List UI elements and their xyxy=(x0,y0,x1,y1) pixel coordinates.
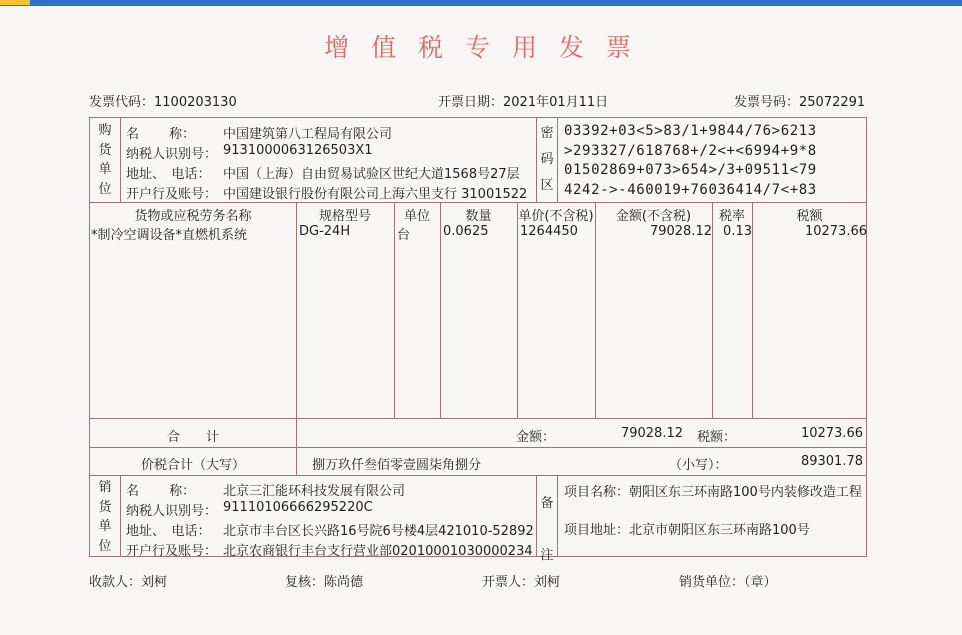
buyer-char: 货 xyxy=(98,142,112,158)
invoice-number-value: 25072291 xyxy=(799,95,866,110)
cipher-line: 4242->-460019+76036414/7<+83 xyxy=(564,181,817,198)
col-header-amount: 金额(不含税) xyxy=(615,209,692,224)
seller-tax-id: 91110106666295220C xyxy=(223,500,373,515)
buyer-bank-label: 开户行及账号： xyxy=(126,187,218,202)
divider xyxy=(557,475,558,557)
item-rate: 0.13 xyxy=(723,224,752,239)
item-name: *制冷空调设备*直燃机系统 xyxy=(91,228,248,243)
invoice-number xyxy=(734,91,865,110)
footer-reviewer: 复核：陈尚德 xyxy=(285,575,364,590)
seller-section-label xyxy=(95,478,115,556)
grand-total-words: 捌万玖仟叁佰零壹圆柒角捌分 xyxy=(312,458,482,473)
totals-amount: 79028.12 xyxy=(620,426,683,441)
divider xyxy=(440,202,441,418)
grand-total-label: 价税合计（大写） xyxy=(140,458,245,473)
cipher-line: 03392+03<5>83/1+9844/76>6213 xyxy=(564,123,817,139)
item-tax: 10273.66 xyxy=(804,224,867,239)
seller-tax-id-label: 纳税人识别号： xyxy=(126,504,218,519)
grand-total-small: 89301.78 xyxy=(800,454,863,469)
buyer-char: 单 xyxy=(98,162,112,177)
item-qty: 0.0625 xyxy=(443,224,489,239)
item-unit: 台 xyxy=(397,228,411,243)
item-price: 1264450 xyxy=(520,224,578,239)
totals-label: 合 计 xyxy=(166,430,219,445)
invoice-code-value: 1100203130 xyxy=(154,95,237,110)
divider xyxy=(90,447,867,448)
col-header-price: 单价(不含税) xyxy=(518,209,594,224)
cipher-section-label xyxy=(537,121,557,199)
totals-amount-label: 金额： xyxy=(516,430,556,445)
seller-char: 销 xyxy=(98,480,112,495)
divider xyxy=(120,475,121,557)
divider xyxy=(120,118,121,202)
footer-drawer: 开票人：刘柯 xyxy=(482,575,561,590)
seller-address-label: 地址、 电话： xyxy=(126,524,211,539)
grand-total-small-label: （小写）： xyxy=(669,458,728,473)
cipher-line: 01502869+073>654>/3+09511<79 xyxy=(564,162,817,178)
cipher-line: >293327/618768+/2<+<6994+9*8 xyxy=(564,142,817,159)
seller-char: 位 xyxy=(98,538,112,554)
divider xyxy=(394,202,395,418)
col-header-qty: 数量 xyxy=(465,209,492,224)
remarks-char: 注 xyxy=(540,548,554,563)
buyer-section-label xyxy=(95,121,115,199)
divider xyxy=(517,202,518,418)
divider xyxy=(90,202,867,203)
buyer-name-label: 名 称： xyxy=(126,127,196,142)
seller-address: 北京市丰台区长兴路16号院6号楼4层421010-52892 xyxy=(223,524,534,539)
buyer-bank: 中国建设银行股份有限公司上海六里支行 31001522 xyxy=(223,187,528,202)
invoice-code xyxy=(89,91,237,110)
invoice-table xyxy=(89,117,867,563)
remarks-project-address: 项目地址：北京市朝阳区东三环南路100号 xyxy=(564,523,810,538)
footer-payee: 收款人：刘柯 xyxy=(89,575,168,590)
seller-char: 货 xyxy=(98,499,112,515)
invoice-title: 增 值 税 专 用 发 票 xyxy=(324,33,638,62)
issue-date-label: 开票日期： xyxy=(438,95,504,110)
col-header-tax: 税额 xyxy=(796,209,823,224)
buyer-tax-id: 9131000063126503X1 xyxy=(223,143,373,158)
divider xyxy=(90,418,867,419)
divider xyxy=(557,118,558,202)
buyer-char: 购 xyxy=(98,123,112,138)
col-header-rate: 税率 xyxy=(718,209,745,224)
remarks-section-label xyxy=(537,478,557,582)
item-amount: 79028.12 xyxy=(649,224,712,239)
buyer-address-label: 地址、 电话： xyxy=(126,167,211,182)
cipher-char: 码 xyxy=(540,152,554,167)
invoice-number-label: 发票号码： xyxy=(734,95,800,110)
browser-top-bar xyxy=(0,0,962,6)
top-badge xyxy=(0,0,30,5)
footer-seller-seal: 销货单位：（章） xyxy=(679,575,777,590)
issue-date-value: 2021年01月11日 xyxy=(503,95,609,110)
issue-date xyxy=(438,91,608,110)
remarks-project-name: 项目名称：朝阳区东三环南路100号内装修改造工程 xyxy=(564,485,862,500)
divider xyxy=(296,418,297,475)
seller-char: 单 xyxy=(98,519,112,534)
buyer-name: 中国建筑第八工程局有限公司 xyxy=(223,127,393,142)
totals-tax-label: 税额： xyxy=(697,430,737,445)
cipher-text xyxy=(564,122,817,200)
col-header-name: 货物或应税劳务名称 xyxy=(134,209,252,224)
buyer-tax-id-label: 纳税人识别号： xyxy=(126,147,218,162)
seller-bank: 北京农商银行丰台支行营业部02010001030000234 xyxy=(223,544,533,559)
cipher-char: 密 xyxy=(540,126,554,141)
buyer-char: 位 xyxy=(98,181,112,197)
remarks-char: 备 xyxy=(540,496,554,511)
item-spec: DG-24H xyxy=(299,224,351,239)
cipher-char: 区 xyxy=(540,178,554,193)
col-header-spec: 规格型号 xyxy=(318,209,371,224)
seller-bank-label: 开户行及账号： xyxy=(126,544,218,559)
seller-name: 北京三汇能环科技发展有限公司 xyxy=(223,484,406,499)
seller-name-label: 名 称： xyxy=(126,484,196,499)
col-header-unit: 单位 xyxy=(403,209,430,224)
invoice-code-label: 发票代码： xyxy=(89,95,155,110)
totals-tax: 10273.66 xyxy=(800,426,863,441)
divider xyxy=(296,202,297,418)
buyer-address: 中国（上海）自由贸易试验区世纪大道1568号27层 xyxy=(223,167,520,182)
divider xyxy=(90,475,867,476)
